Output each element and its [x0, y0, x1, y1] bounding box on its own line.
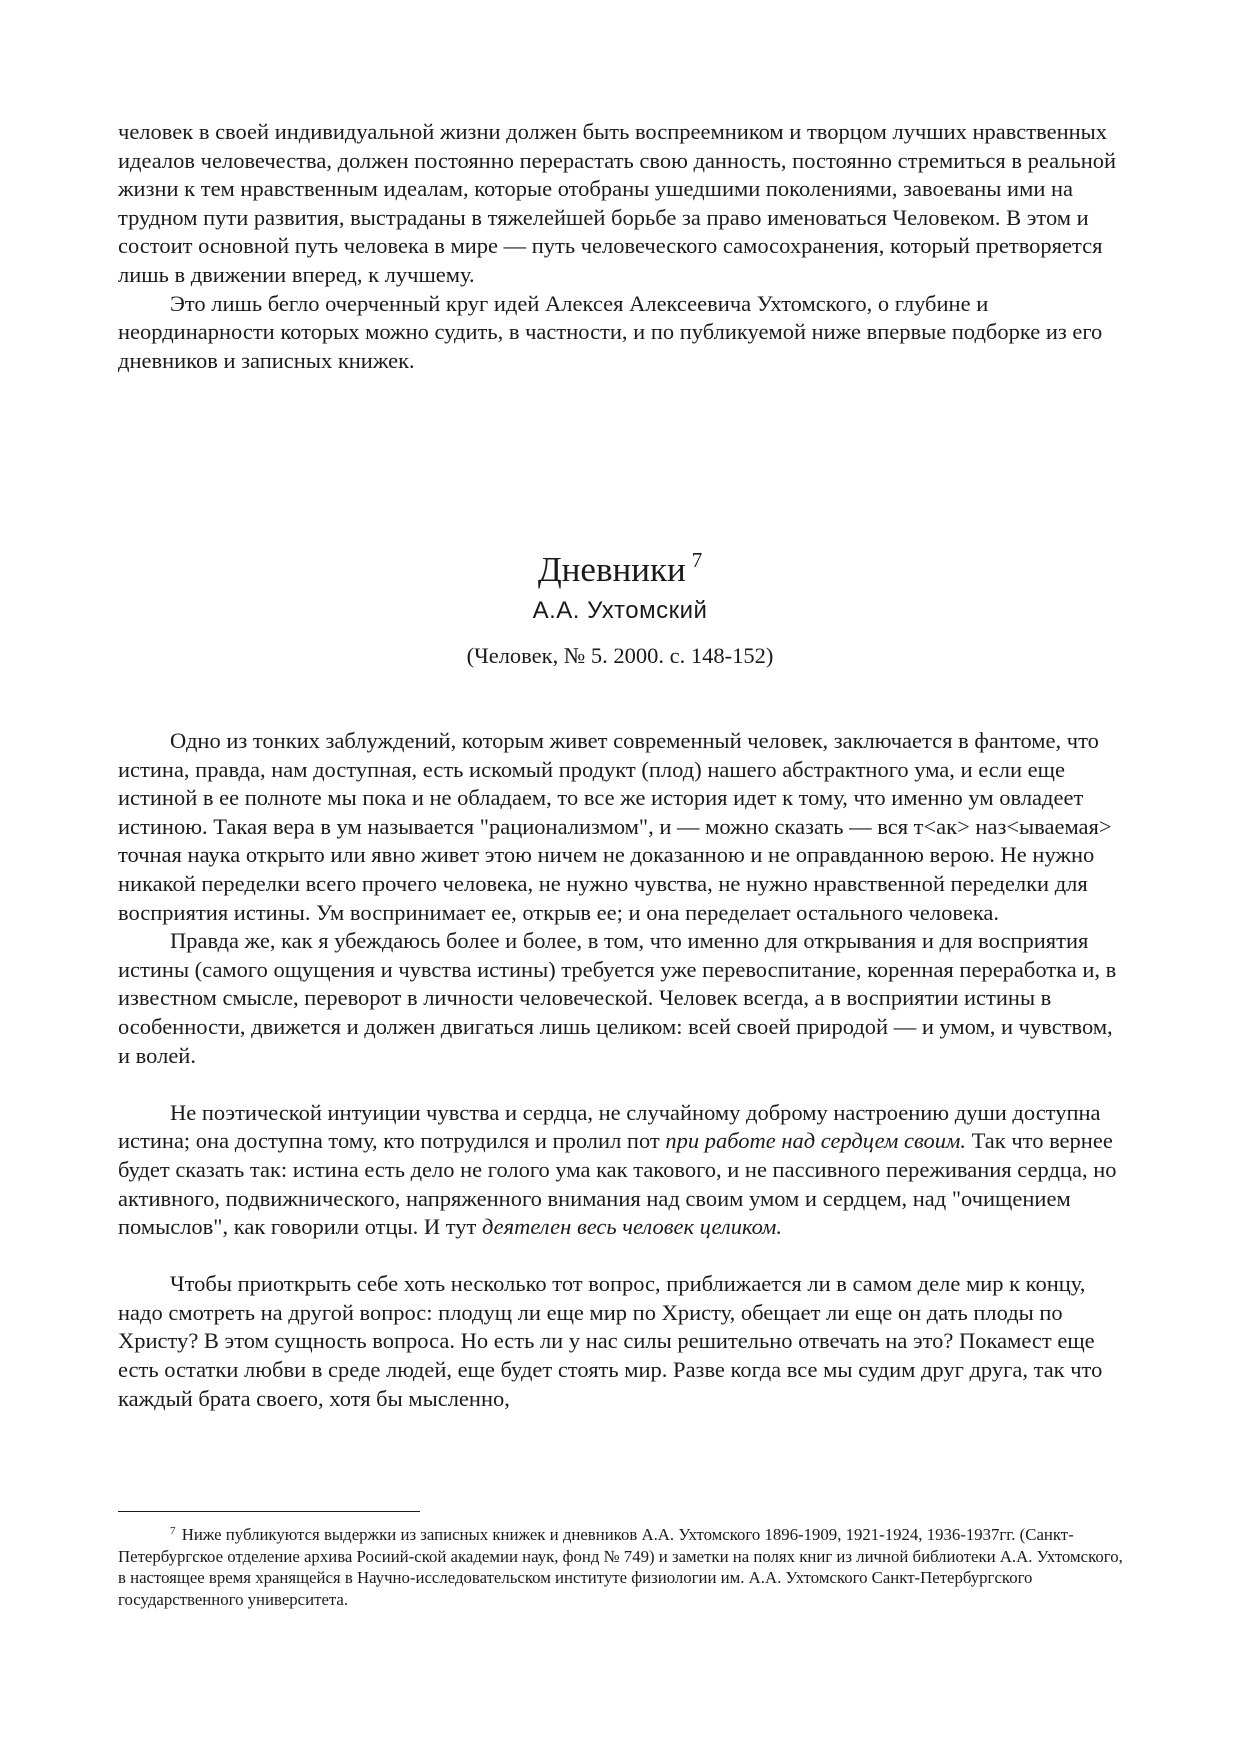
article-title-text: Дневники	[537, 550, 686, 589]
footnote-text	[118, 1524, 1130, 1610]
body-paragraph-3	[118, 1099, 1130, 1242]
footnote-divider	[118, 1511, 420, 1512]
footnote-reference[interactable]: 7	[691, 548, 703, 572]
intro-section	[118, 118, 1130, 375]
article-body	[118, 727, 1130, 1413]
body-paragraph-3-emphasis-2: деятелен весь человек целиком.	[482, 1214, 782, 1240]
footnote-section	[118, 1524, 1130, 1610]
paragraph-gap	[118, 1242, 1130, 1271]
body-paragraph-3-part-a: Не поэтической интуиции чувства и сердца, не случайному доброму настроению души доступна истина; она доступна тому, кто потрудился и пролил пот	[118, 1099, 1101, 1154]
body-paragraph-4: Чтобы приоткрыть себе хоть несколько тот вопрос, приближается ли в самом деле мир к концу, надо смотреть на другой вопрос: плодущ ли еще мир по Христу, обещает ли еще он дать плоды по Христу? В этом сущность вопроса. Но есть ли у нас силы решительно отвечать на это? Покамест еще есть остатки любви в среде людей, еще будет стоять мир. Разве когда все мы судим друг друга, так что каждый брата своего, хотя бы мысленно,	[118, 1271, 1103, 1411]
article-title	[0, 548, 1240, 592]
intro-paragraph-2: Это лишь бегло очерченный круг идей Алексея Алексеевича Ухтомского, о глубине и неординарности которых можно судить, в частности, и по публикуемой ниже впервые подборке из его дневников и записных книжек.	[118, 290, 1103, 373]
body-paragraph-2: Правда же, как я убеждаюсь более и более, в том, что именно для открывания и для восприятия истины (самого ощущения и чувства истины) требуется уже перевоспитание, коренная переработка и, в известном смысле, переворот в личности человеческой. Человек всегда, а в восприятии истины в особенности, движется и должен двигаться лишь целиком: всей своей природой — и умом, и чувством, и волей.	[118, 928, 1117, 1068]
body-paragraph-3-part-b: Так что вернее будет сказать так: истина есть дело не голого ума как такового, и не пассивного переживания сердца, но активного, подвижнического, напряженного внимания над своим умом и сердцем, над "очищением помыслов", как говорили отцы. И тут	[118, 1128, 1117, 1240]
body-paragraph-1: Одно из тонких заблуждений, которым живет современный человек, заключается в фантоме, что истина, правда, нам доступная, есть искомый продукт (плод) нашего абстрактного ума, и если еще истиной в ее полноте мы пока и не обладаем, то все же история идет к тому, что именно ум овладеет истиною. Такая вера в ум называется "рационализмом", и — можно сказать — вся т<ак> наз<ываемая> точная наука открыто или явно живет этою ничем не доказанною и не оправданною верою. Не нужно никакой переделки всего прочего человека, не нужно чувства, не нужно нравственной переделки для восприятия истины. Ум воспринимает ее, открыв ее; и она переделает остального человека.	[118, 728, 1112, 925]
intro-paragraph-1: человек в своей индивидуальной жизни должен быть воспреемником и творцом лучших нравственных идеалов человечества, должен постоянно перерастать свою данность, постоянно стремиться в реальной жизни к тем нравственным идеалам, которые отобраны ушедшими поколениями, завоеваны ими на трудном пути развития, выстраданы в тяжелейшей борьбе за право именоваться Человеком. В этом и состоит основной путь человека в мире — путь человеческого самосохранения, который претворяется лишь в движении вперед, к лучшему.	[118, 119, 1117, 287]
footnote-body: Ниже публикуются выдержки из записных книжек и дневников А.А. Ухтомского 1896-1909, 1921-1924, 1936-1937гг. (Санкт-Петербургское отделение архива Росиий-ской академии наук, фонд № 749) и заметки на полях книг из личной библиотеки А.А. Ухтомского, в настоящее время хранящейся в Научно-исследовательском институте физиологии им. А.А. Ухтомского Санкт-Петербургского государственного университета.	[118, 1525, 1123, 1609]
body-paragraph-3-emphasis-1: при работе над сердцем своим.	[665, 1128, 966, 1154]
footnote-mark: 7	[170, 1525, 176, 1537]
article-source: (Человек, № 5. 2000. с. 148-152)	[466, 643, 774, 668]
article-author: А.А. Ухтомский	[532, 597, 708, 624]
paragraph-gap	[118, 1070, 1130, 1099]
